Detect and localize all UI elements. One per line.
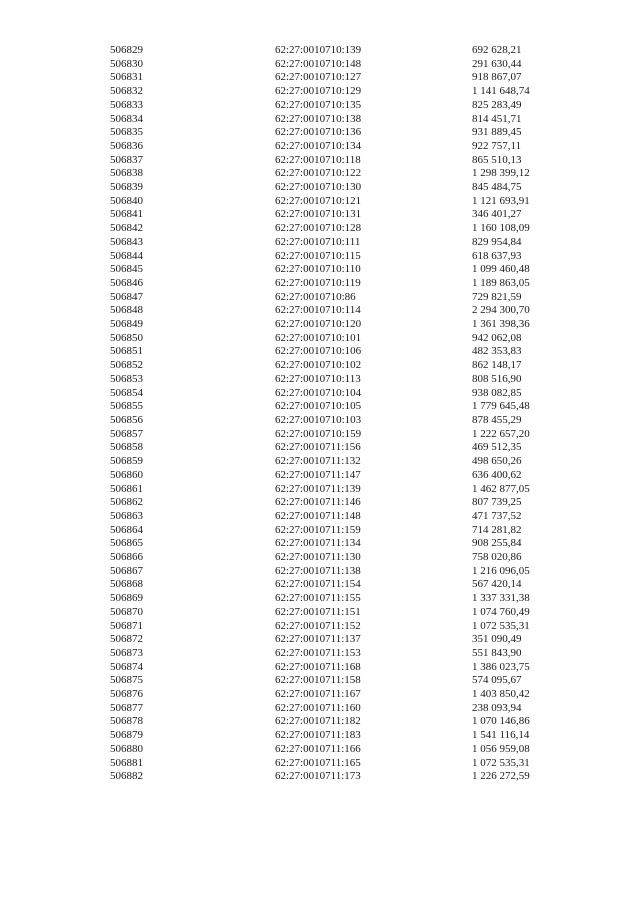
table-row <box>110 469 582 483</box>
table-row <box>110 113 582 127</box>
record-number: 506853 <box>110 372 143 385</box>
record-number: 506838 <box>110 167 143 180</box>
record-number: 506862 <box>110 496 143 509</box>
table-row <box>110 537 582 551</box>
cadastral-number: 62:27:0010711:158 <box>275 674 361 687</box>
cadastral-value: 351 090,49 <box>472 633 522 646</box>
cadastral-value: 1 216 096,05 <box>472 564 530 577</box>
record-number: 506878 <box>110 715 143 728</box>
table-row <box>110 661 582 675</box>
cadastral-value: 1 121 693,91 <box>472 194 530 207</box>
table-row <box>110 359 582 373</box>
cadastral-value: 1 403 850,42 <box>472 688 530 701</box>
cadastral-number: 62:27:0010710:105 <box>275 400 362 413</box>
record-number: 506830 <box>110 57 143 70</box>
cadastral-value: 291 630,44 <box>472 57 522 70</box>
table-row <box>110 304 582 318</box>
record-number: 506837 <box>110 153 143 166</box>
cadastral-number: 62:27:0010710:128 <box>275 222 362 235</box>
cadastral-value: 1 779 645,48 <box>472 400 530 413</box>
cadastral-value: 551 843,90 <box>472 646 522 659</box>
record-number: 506864 <box>110 523 143 536</box>
cadastral-value: 808 516,90 <box>472 372 522 385</box>
cadastral-number: 62:27:0010711:148 <box>275 509 361 522</box>
record-number: 506855 <box>110 400 143 413</box>
table-row <box>110 715 582 729</box>
cadastral-value: 1 070 146,86 <box>472 715 530 728</box>
record-number: 506835 <box>110 126 143 139</box>
cadastral-number: 62:27:0010711:152 <box>275 619 361 632</box>
cadastral-number: 62:27:0010711:151 <box>275 605 361 618</box>
cadastral-value: 471 737,52 <box>472 509 522 522</box>
cadastral-number: 62:27:0010710:127 <box>275 71 362 84</box>
record-number: 506880 <box>110 742 143 755</box>
table-row <box>110 688 582 702</box>
cadastral-number: 62:27:0010711:165 <box>275 756 361 769</box>
table-row <box>110 757 582 771</box>
table-row <box>110 99 582 113</box>
record-number: 506857 <box>110 427 143 440</box>
cadastral-value: 567 420,14 <box>472 578 522 591</box>
record-number: 506847 <box>110 290 143 303</box>
record-number: 506836 <box>110 139 143 152</box>
cadastral-value: 865 510,13 <box>472 153 522 166</box>
cadastral-number: 62:27:0010711:138 <box>275 564 361 577</box>
record-number: 506877 <box>110 701 143 714</box>
record-number: 506863 <box>110 509 143 522</box>
table-row <box>110 332 582 346</box>
record-number: 506861 <box>110 482 143 495</box>
record-number: 506848 <box>110 304 143 317</box>
record-number: 506876 <box>110 688 143 701</box>
cadastral-number: 62:27:0010710:110 <box>275 263 361 276</box>
record-number: 506840 <box>110 194 143 207</box>
record-number: 506879 <box>110 729 143 742</box>
table-row <box>110 400 582 414</box>
record-number: 506832 <box>110 85 143 98</box>
table-row <box>110 729 582 743</box>
cadastral-value: 908 255,84 <box>472 537 522 550</box>
cadastral-value: 938 082,85 <box>472 386 522 399</box>
cadastral-number: 62:27:0010710:101 <box>275 331 362 344</box>
cadastral-number: 62:27:0010710:121 <box>275 194 362 207</box>
table-row <box>110 510 582 524</box>
table-row <box>110 373 582 387</box>
cadastral-value: 918 867,07 <box>472 71 522 84</box>
cadastral-value: 758 020,86 <box>472 551 522 564</box>
record-number: 506870 <box>110 605 143 618</box>
record-number: 506874 <box>110 660 143 673</box>
record-number: 506866 <box>110 551 143 564</box>
cadastral-number: 62:27:0010710:136 <box>275 126 362 139</box>
cadastral-value: 1 189 863,05 <box>472 276 530 289</box>
cadastral-value: 825 283,49 <box>472 98 522 111</box>
cadastral-value: 1 141 648,74 <box>472 85 530 98</box>
table-row <box>110 181 582 195</box>
cadastral-value: 238 093,94 <box>472 701 522 714</box>
cadastral-value: 1 541 116,14 <box>472 729 530 742</box>
cadastral-value: 845 484,75 <box>472 181 522 194</box>
cadastral-number: 62:27:0010711:154 <box>275 578 361 591</box>
table-row <box>110 743 582 757</box>
record-number: 506849 <box>110 318 143 331</box>
record-number: 506831 <box>110 71 143 84</box>
cadastral-value: 1 226 272,59 <box>472 770 530 783</box>
cadastral-value: 807 739,25 <box>472 496 522 509</box>
cadastral-number: 62:27:0010710:119 <box>275 276 361 289</box>
table-row <box>110 524 582 538</box>
record-number: 506869 <box>110 592 143 605</box>
table-row <box>110 167 582 181</box>
cadastral-value: 729 821,59 <box>472 290 522 303</box>
cadastral-value: 1 072 535,31 <box>472 756 530 769</box>
cadastral-number: 62:27:0010710:120 <box>275 318 362 331</box>
table-row <box>110 551 582 565</box>
cadastral-number: 62:27:0010711:146 <box>275 496 361 509</box>
record-number: 506868 <box>110 578 143 591</box>
record-number: 506867 <box>110 564 143 577</box>
record-number: 506875 <box>110 674 143 687</box>
record-number: 506845 <box>110 263 143 276</box>
cadastral-number: 62:27:0010710:134 <box>275 139 362 152</box>
table-row <box>110 222 582 236</box>
cadastral-number: 62:27:0010711:182 <box>275 715 361 728</box>
record-number: 506850 <box>110 331 143 344</box>
cadastral-number: 62:27:0010711:153 <box>275 646 361 659</box>
cadastral-number: 62:27:0010711:132 <box>275 455 361 468</box>
cadastral-value: 1 160 108,09 <box>472 222 530 235</box>
table-row <box>110 126 582 140</box>
table-row <box>110 345 582 359</box>
cadastral-value: 636 400,62 <box>472 468 522 481</box>
record-number: 506860 <box>110 468 143 481</box>
table-row <box>110 483 582 497</box>
record-number: 506844 <box>110 249 143 262</box>
record-number: 506846 <box>110 276 143 289</box>
cadastral-value: 714 281,82 <box>472 523 522 536</box>
cadastral-number: 62:27:0010710:113 <box>275 372 361 385</box>
table-row <box>110 428 582 442</box>
cadastral-number: 62:27:0010711:156 <box>275 441 361 454</box>
cadastral-number: 62:27:0010710:106 <box>275 345 362 358</box>
record-number: 506852 <box>110 359 143 372</box>
cadastral-number: 62:27:0010711:134 <box>275 537 361 550</box>
table-row <box>110 71 582 85</box>
record-number: 506882 <box>110 770 143 783</box>
table-row <box>110 565 582 579</box>
record-number: 506833 <box>110 98 143 111</box>
record-number: 506881 <box>110 756 143 769</box>
table-row <box>110 195 582 209</box>
cadastral-value: 692 628,21 <box>472 44 522 56</box>
record-number: 506858 <box>110 441 143 454</box>
cadastral-number: 62:27:0010710:86 <box>275 290 356 303</box>
cadastral-number: 62:27:0010710:139 <box>275 44 362 56</box>
record-number: 506834 <box>110 112 143 125</box>
table-row <box>110 387 582 401</box>
cadastral-number: 62:27:0010711:147 <box>275 468 361 481</box>
records-table-body <box>110 44 582 784</box>
record-number: 506865 <box>110 537 143 550</box>
record-number: 506841 <box>110 208 143 221</box>
record-number: 506839 <box>110 181 143 194</box>
cadastral-number: 62:27:0010711:130 <box>275 551 361 564</box>
cadastral-value: 878 455,29 <box>472 413 522 426</box>
record-number: 506842 <box>110 222 143 235</box>
table-row <box>110 496 582 510</box>
table-row <box>110 441 582 455</box>
table-row <box>110 277 582 291</box>
table-row <box>110 58 582 72</box>
table-row <box>110 85 582 99</box>
table-row <box>110 291 582 305</box>
cadastral-value: 931 889,45 <box>472 126 522 139</box>
cadastral-value: 1 361 398,36 <box>472 318 530 331</box>
cadastral-number: 62:27:0010711:166 <box>275 742 361 755</box>
record-number: 506843 <box>110 235 143 248</box>
cadastral-number: 62:27:0010710:131 <box>275 208 362 221</box>
record-number: 506859 <box>110 455 143 468</box>
table-row <box>110 208 582 222</box>
record-number: 506872 <box>110 633 143 646</box>
cadastral-number: 62:27:0010710:135 <box>275 98 362 111</box>
cadastral-number: 62:27:0010710:114 <box>275 304 361 317</box>
cadastral-value: 922 757,11 <box>472 139 522 152</box>
cadastral-number: 62:27:0010710:129 <box>275 85 362 98</box>
cadastral-value: 1 072 535,31 <box>472 619 530 632</box>
record-number: 506856 <box>110 413 143 426</box>
table-row <box>110 263 582 277</box>
cadastral-number: 62:27:0010711:183 <box>275 729 361 742</box>
cadastral-number: 62:27:0010710:122 <box>275 167 362 180</box>
cadastral-number: 62:27:0010710:130 <box>275 181 362 194</box>
cadastral-value: 1 298 399,12 <box>472 167 530 180</box>
table-row <box>110 606 582 620</box>
cadastral-number: 62:27:0010710:159 <box>275 427 362 440</box>
cadastral-value: 942 062,08 <box>472 331 522 344</box>
record-number: 506873 <box>110 646 143 659</box>
table-row <box>110 770 582 784</box>
table-row <box>110 250 582 264</box>
table-row <box>110 578 582 592</box>
cadastral-value: 482 353,83 <box>472 345 522 358</box>
record-number: 506851 <box>110 345 143 358</box>
cadastral-value: 1 386 023,75 <box>472 660 530 673</box>
cadastral-number: 62:27:0010710:115 <box>275 249 361 262</box>
cadastral-value: 1 337 331,38 <box>472 592 530 605</box>
cadastral-value: 618 637,93 <box>472 249 522 262</box>
cadastral-value: 498 650,26 <box>472 455 522 468</box>
cadastral-value: 1 462 877,05 <box>472 482 530 495</box>
cadastral-value: 574 095,67 <box>472 674 522 687</box>
table-row <box>110 318 582 332</box>
cadastral-number: 62:27:0010711:160 <box>275 701 361 714</box>
cadastral-value: 2 294 300,70 <box>472 304 530 317</box>
cadastral-number: 62:27:0010711:139 <box>275 482 361 495</box>
table-row <box>110 620 582 634</box>
table-row <box>110 154 582 168</box>
table-row <box>110 236 582 250</box>
cadastral-number: 62:27:0010711:137 <box>275 633 361 646</box>
table-row <box>110 140 582 154</box>
cadastral-value: 862 148,17 <box>472 359 522 372</box>
table-row <box>110 633 582 647</box>
table-row <box>110 592 582 606</box>
records-table <box>110 44 582 784</box>
cadastral-number: 62:27:0010710:148 <box>275 57 362 70</box>
cadastral-number: 62:27:0010710:118 <box>275 153 361 166</box>
record-number: 506871 <box>110 619 143 632</box>
record-number: 506854 <box>110 386 143 399</box>
cadastral-value: 346 401,27 <box>472 208 522 221</box>
cadastral-number: 62:27:0010711:159 <box>275 523 361 536</box>
cadastral-number: 62:27:0010710:102 <box>275 359 362 372</box>
cadastral-value: 1 056 959,08 <box>472 742 530 755</box>
cadastral-value: 829 954,84 <box>472 235 522 248</box>
table-row <box>110 674 582 688</box>
cadastral-value: 814 451,71 <box>472 112 522 125</box>
cadastral-number: 62:27:0010710:138 <box>275 112 362 125</box>
cadastral-value: 1 099 460,48 <box>472 263 530 276</box>
table-row <box>110 647 582 661</box>
cadastral-number: 62:27:0010711:168 <box>275 660 361 673</box>
table-row <box>110 702 582 716</box>
table-row <box>110 455 582 469</box>
cadastral-number: 62:27:0010711:173 <box>275 770 361 783</box>
cadastral-value: 1 074 760,49 <box>472 605 530 618</box>
cadastral-number: 62:27:0010711:155 <box>275 592 361 605</box>
cadastral-number: 62:27:0010710:104 <box>275 386 362 399</box>
record-number: 506829 <box>110 44 143 56</box>
cadastral-number: 62:27:0010711:167 <box>275 688 361 701</box>
cadastral-number: 62:27:0010710:103 <box>275 413 362 426</box>
cadastral-value: 469 512,35 <box>472 441 522 454</box>
table-row <box>110 414 582 428</box>
cadastral-value: 1 222 657,20 <box>472 427 530 440</box>
table-row <box>110 44 582 58</box>
cadastral-number: 62:27:0010710:111 <box>275 235 361 248</box>
